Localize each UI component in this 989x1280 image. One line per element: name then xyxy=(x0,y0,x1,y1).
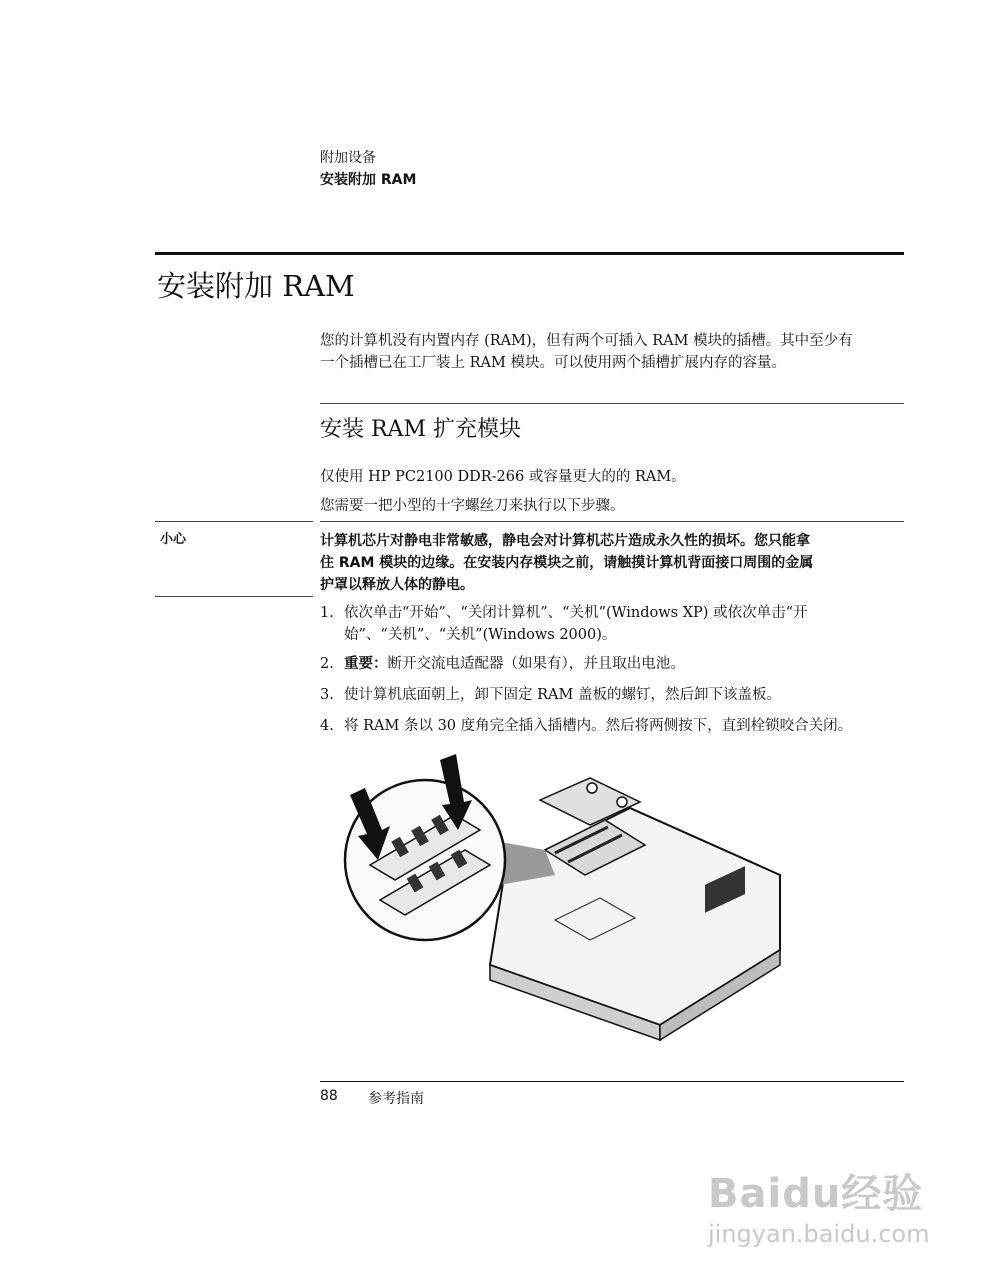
watermark xyxy=(700,1150,940,1260)
step-3-text: 使计算机底面朝上，卸下固定 RAM 盖板的螺钉，然后卸下该盖板。 xyxy=(344,687,781,703)
step-1-number: 1. xyxy=(320,605,334,621)
step-2-text: 断开交流电适配器（如果有），并且取出电池。 xyxy=(387,656,685,672)
step-1-line-2: 始”、“关机”、“关机”(Windows 2000)。 xyxy=(344,627,617,643)
step-3 xyxy=(320,684,905,706)
page-number: 88 xyxy=(320,1088,338,1104)
step-2-number: 2. xyxy=(320,656,334,672)
ram-install-illustration xyxy=(340,750,790,1050)
subheading-rule xyxy=(320,403,904,404)
step-2-emphasis: 重要： xyxy=(344,656,388,672)
note-1: 仅使用 HP PC2100 DDR-266 或容量更大的的 RAM。 xyxy=(320,469,686,485)
caution-label: 小心 xyxy=(160,532,187,547)
caution-text xyxy=(320,530,890,596)
screw-icon xyxy=(587,783,597,793)
watermark-url: jingyan.baidu.com xyxy=(708,1220,930,1248)
breadcrumb-section: 附加设备 xyxy=(320,150,376,166)
caution-line-3: 护罩以释放人体的静电。 xyxy=(320,577,474,593)
step-4-number: 4. xyxy=(320,718,334,734)
breadcrumb-subsection: 安装附加 RAM xyxy=(320,172,417,188)
page-title: 安装附加 RAM xyxy=(157,269,355,303)
subheading: 安装 RAM 扩充模块 xyxy=(320,417,521,442)
step-3-number: 3. xyxy=(320,687,334,703)
intro-line-1: 您的计算机没有内置内存 (RAM)，但有两个可插入 RAM 模块的插槽。其中至少有 xyxy=(320,333,853,349)
caution-line-2: 住 RAM 模块的边缘。在安装内存模块之前，请触摸计算机背面接口周围的金属 xyxy=(320,555,814,571)
screw-icon xyxy=(617,797,627,807)
step-2 xyxy=(320,653,905,675)
footer-rule xyxy=(320,1081,904,1082)
caution-rule-left xyxy=(155,521,313,522)
step-4 xyxy=(320,715,905,737)
step-1-line-1: 依次单击“开始”、“关闭计算机”、“关机”(Windows XP) 或依次单击“开 xyxy=(344,605,808,621)
footer-title: 参考指南 xyxy=(368,1091,424,1107)
step-4-text: 将 RAM 条以 30 度角完全插入插槽内。然后将两侧按下，直到栓锁咬合关闭。 xyxy=(344,718,853,734)
note-2: 您需要一把小型的十字螺丝刀来执行以下步骤。 xyxy=(320,498,625,514)
caution-rule-bottom xyxy=(155,596,313,597)
title-rule xyxy=(155,252,904,255)
intro-line-2: 一个插槽已在工厂装上 RAM 模块。可以使用两个插槽扩展内存的容量。 xyxy=(320,355,786,371)
watermark-brand: Baidu经验 xyxy=(708,1171,924,1217)
intro-paragraph xyxy=(320,330,905,374)
caution-line-1: 计算机芯片对静电非常敏感，静电会对计算机芯片造成永久性的损坏。您只能拿 xyxy=(320,533,810,549)
caution-rule-right xyxy=(320,521,904,522)
step-1 xyxy=(320,602,905,646)
